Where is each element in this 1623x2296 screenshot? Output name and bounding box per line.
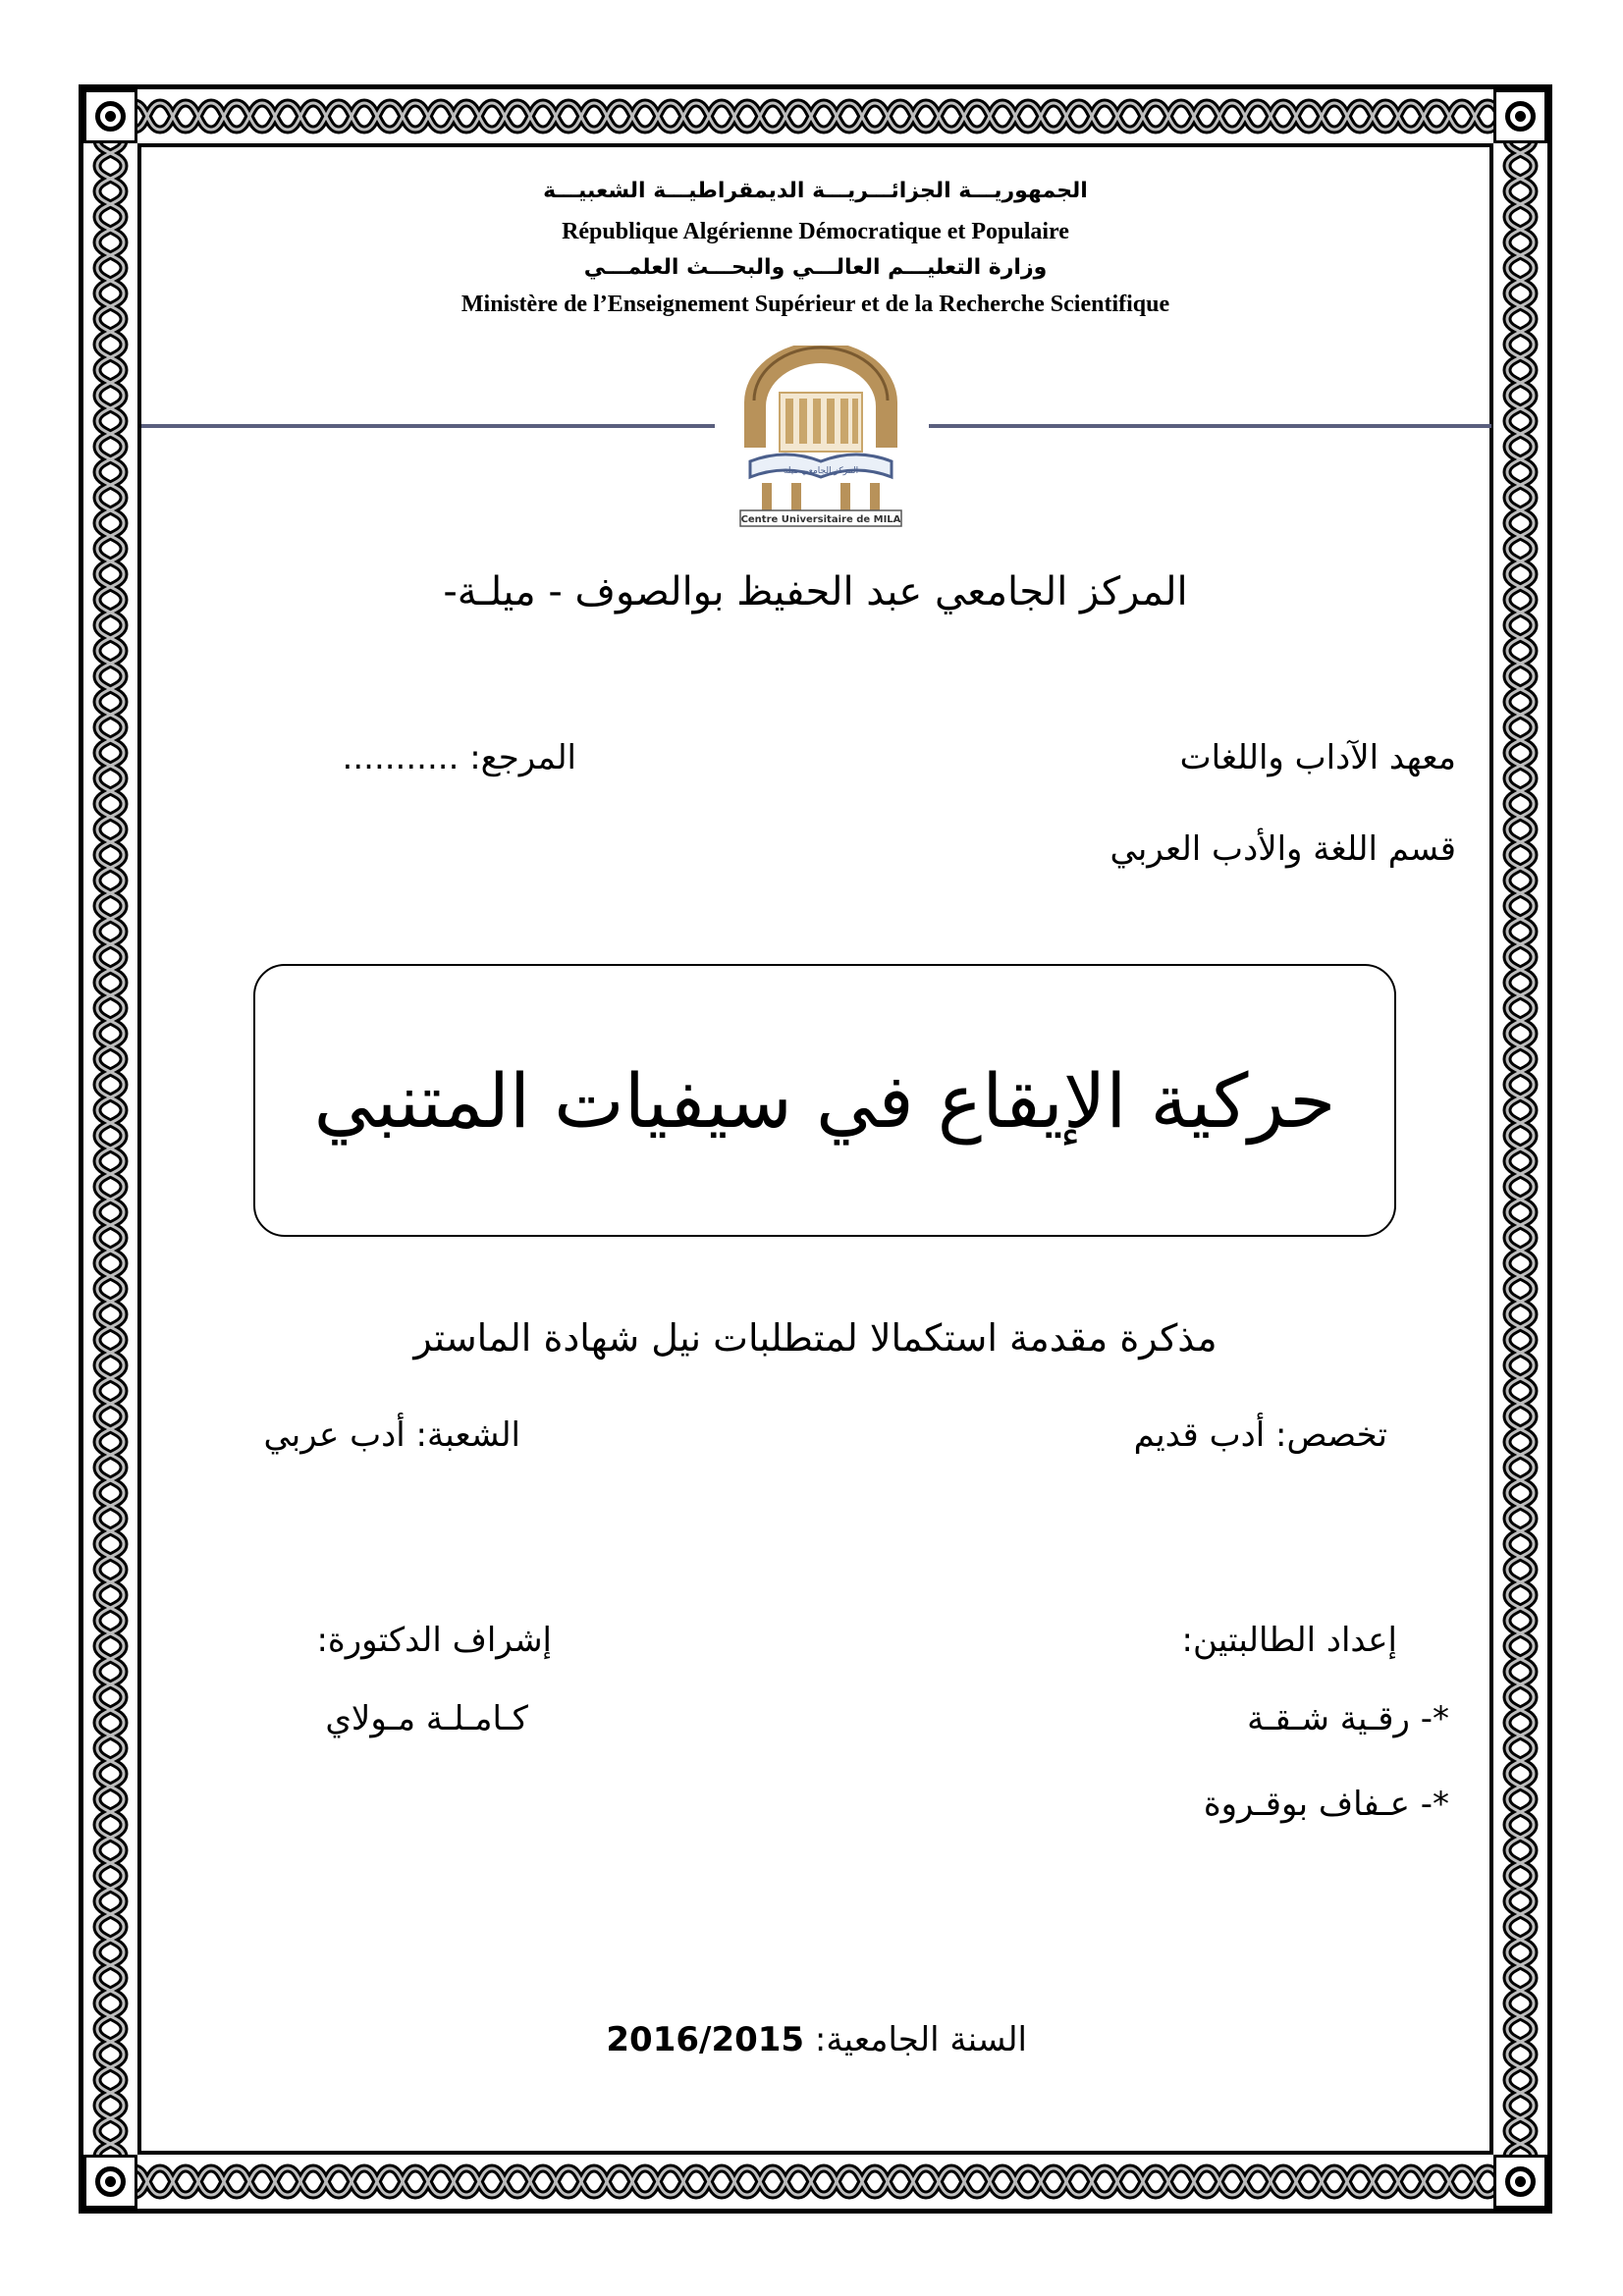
reference-number: المرجع: ........... <box>342 738 576 777</box>
logo-inner-text: المركز الجامعي ميلة <box>783 466 859 476</box>
specialty: تخصص: أدب قديم <box>1133 1415 1387 1455</box>
border-corner-ornament <box>1493 2155 1547 2209</box>
ministry-name-french: Ministère de l’Enseignement Supérieur et de la Recherche Scientifique <box>460 292 1170 317</box>
thesis-title-box <box>253 964 1396 1237</box>
academic-year <box>606 2020 1027 2059</box>
ministry-name-arabic: وزارة التعليـــم العالـــي والبحـــث العلمـــي <box>583 255 1048 280</box>
logo-caption: Centre Universitaire de MILA <box>740 514 901 525</box>
institute-name: معهد الآداب واللغات <box>1179 738 1456 777</box>
thesis-subtitle: مذكرة مقدمة استكمالا لمتطلبات نيل شهادة الماستر <box>413 1316 1217 1360</box>
supervisor-label: إشراف الدكتورة: <box>316 1621 552 1660</box>
republic-name-french: République Algérienne Démocratique et Populaire <box>562 219 1069 244</box>
header-divider-left <box>141 424 715 428</box>
border-corner-ornament <box>1493 89 1547 143</box>
header-divider-right <box>929 424 1491 428</box>
republic-name-arabic: الجمهوريـــة الجزائـــريـــة الديمقراطيـــة الشعبيـــة <box>543 179 1088 203</box>
student-name: *- عـفاف بوقـروة <box>1203 1785 1449 1824</box>
department-name: قسم اللغة والأدب العربي <box>1109 829 1456 869</box>
student-name: *- رقـية شـقـة <box>1247 1699 1449 1738</box>
academic-year-value: 2016/2015 <box>606 2020 805 2059</box>
university-name: المركز الجامعي عبد الحفيظ بوالصوف - ميلـة- <box>443 569 1188 614</box>
thesis-title: حركية الإيقاع في سيفيات المتنبي <box>313 1056 1336 1145</box>
border-band-right <box>1493 89 1547 2209</box>
academic-year-label: السنة الجامعية: <box>814 2020 1027 2059</box>
border-band-bottom <box>83 2155 1547 2209</box>
supervisor-name: كـامـلـة مـولاي <box>325 1699 528 1738</box>
university-logo <box>738 346 903 528</box>
branch: الشعبة: أدب عربي <box>263 1415 520 1455</box>
border-band-left <box>83 89 137 2209</box>
prepared-by-label: إعداد الطالبتين: <box>1181 1621 1397 1660</box>
border-corner-ornament <box>83 2155 137 2209</box>
border-corner-ornament <box>83 89 137 143</box>
border-band-top <box>83 89 1547 143</box>
